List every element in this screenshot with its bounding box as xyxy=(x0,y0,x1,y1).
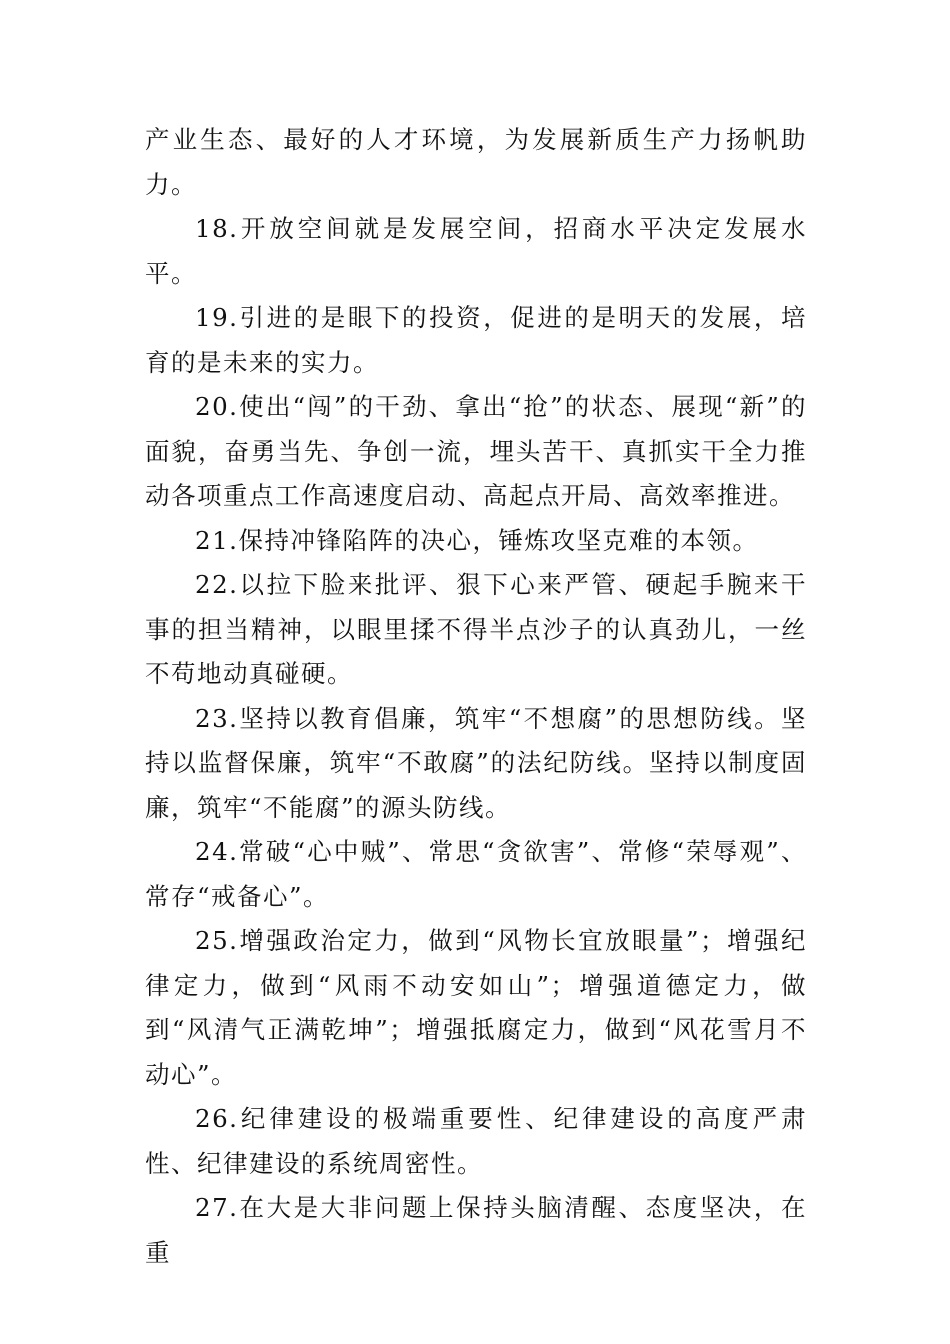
paragraph-item-19: 19.引进的是眼下的投资，促进的是明天的发展，培育的是未来的实力。 xyxy=(145,303,807,377)
paragraph-item-21: 21.保持冲锋陷阵的决心，锤炼攻坚克难的本领。 xyxy=(195,525,759,555)
paragraph-item-26: 26.纪律建设的极端重要性、纪律建设的高度严肃性、纪律建设的系统周密性。 xyxy=(145,1104,807,1178)
paragraph-item-20: 20.使出“闯”的干劲、拿出“抢”的状态、展现“新”的面貌，奋勇当先、争创一流，埋头苦干、真抓实干全力推动各项重点工作高速度启动、高起点开局、高效率推进。 xyxy=(145,392,807,510)
paragraph-item-24: 24.常破“心中贼”、常思“贪欲害”、常修“荣辱观”、常存“戒备心”。 xyxy=(145,837,807,911)
paragraph-continuation: 产业生态、最好的人才环境，为发展新质生产力扬帆助力。 xyxy=(145,125,807,199)
paragraph-item-25: 25.增强政治定力，做到“风物长宜放眼量”；增强纪律定力，做到“风雨不动安如山”；增强道德定力，做到“风清气正满乾坤”；增强抵腐定力，做到“风花雪月不动心”。 xyxy=(145,926,807,1089)
paragraph-item-23: 23.坚持以教育倡廉，筑牢“不想腐”的思想防线。坚持以监督保廉，筑牢“不敢腐”的法纪防线。坚持以制度固廉，筑牢“不能腐”的源头防线。 xyxy=(145,703,807,822)
paragraph-item-22: 22.以拉下脸来批评、狠下心来严管、硬起手腕来干事的担当精神，以眼里揉不得半点沙子的认真劲儿，一丝不苟地动真碰硬。 xyxy=(145,570,807,688)
paragraph-item-27: 27.在大是大非问题上保持头脑清醒、态度坚决，在重 xyxy=(145,1193,807,1267)
document-body xyxy=(145,118,807,1275)
paragraph-item-18: 18.开放空间就是发展空间，招商水平决定发展水平。 xyxy=(145,214,807,288)
